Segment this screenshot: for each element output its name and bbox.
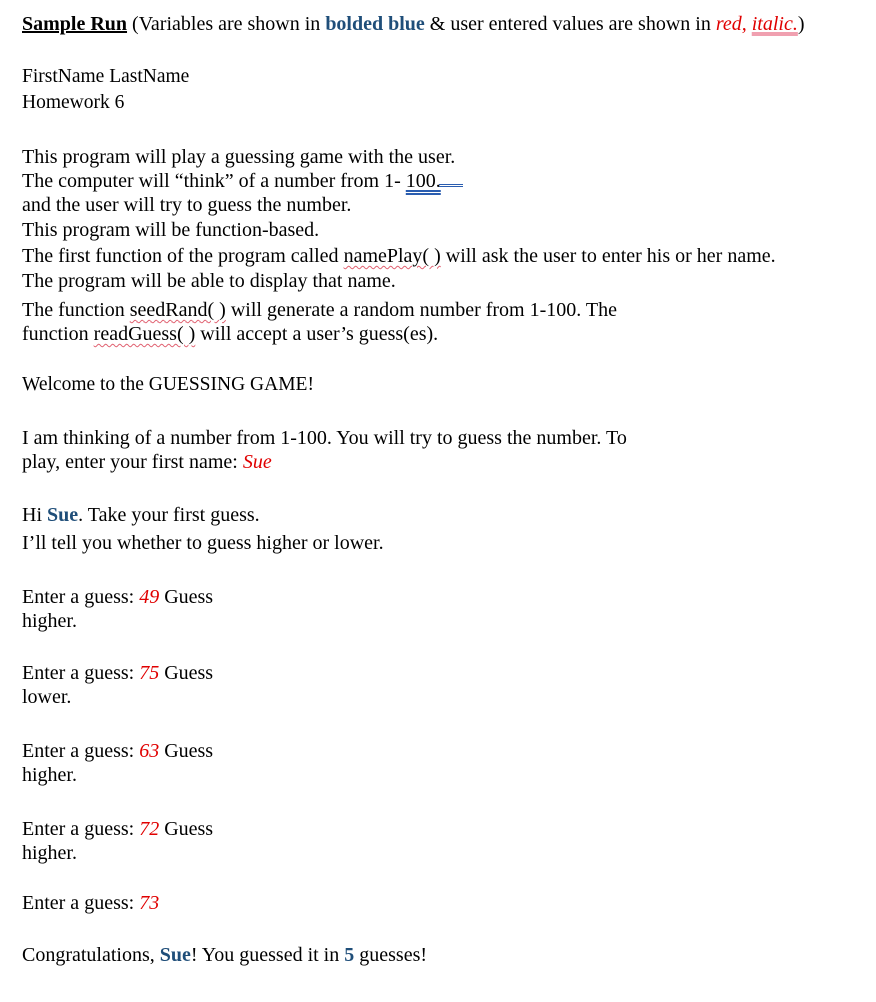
guess-4-hint: Guess: [159, 818, 214, 840]
desc-line-3: and the user will try to guess the number.: [22, 194, 352, 216]
desc-line-4: This program will be function-based.: [22, 219, 320, 241]
author-name: FirstName LastName: [22, 66, 190, 87]
desc-line-5-a: The first function of the program called: [22, 245, 344, 267]
desc-line-7-c: will generate a random number from 1-100. The: [225, 299, 617, 321]
greeting-line-1: [22, 503, 260, 527]
result-b: ! You guessed it in: [190, 944, 345, 966]
desc-line-1: This program will play a guessing game with the user.: [22, 146, 456, 168]
guess-3-line-2: higher.: [22, 764, 77, 786]
result-c: guesses!: [354, 944, 428, 966]
guess-3-value: 63: [139, 740, 160, 762]
welcome-message: Welcome to the GUESSING GAME!: [22, 374, 314, 395]
guess-4-line-1: [22, 817, 213, 841]
guess-2-value: 75: [139, 662, 160, 684]
function-name-seedrand: seedRand( ): [129, 299, 226, 321]
header-open: (Variables are shown in: [127, 13, 326, 35]
header-title: Sample Run: [22, 13, 128, 35]
name-input-value: Sue: [242, 451, 272, 473]
result-name: Sue: [159, 944, 191, 966]
header-mid: & user entered values are shown in: [424, 13, 716, 35]
header-close: ): [797, 13, 805, 35]
result-line: [22, 943, 427, 967]
guess-3-hint: Guess: [159, 740, 214, 762]
guess-1-hint: Guess: [159, 586, 214, 608]
guess-1-line-2: higher.: [22, 610, 77, 632]
final-guess-line: [22, 891, 159, 915]
guess-2-line-2: lower.: [22, 686, 72, 708]
guess-4-value: 72: [139, 818, 160, 840]
intro-line-1: I am thinking of a number from 1-100. You will try to guess the number. To: [22, 427, 627, 449]
final-guess-value: 73: [139, 892, 160, 914]
function-name-readguess: readGuess( ): [93, 323, 196, 345]
desc-line-2-text: The computer will “think” of a number from 1-: [22, 170, 406, 192]
final-guess-prompt: Enter a guess:: [22, 892, 140, 914]
guess-3-prompt: Enter a guess:: [22, 740, 140, 762]
double-underline-mark: [439, 183, 463, 187]
desc-line-2-number: 100.: [405, 170, 441, 192]
header-blue-note: bolded blue: [325, 13, 425, 35]
desc-line-5: [22, 244, 776, 268]
guess-1-value: 49: [139, 586, 160, 608]
guess-4-line-2: higher.: [22, 842, 77, 864]
assignment-label: Homework 6: [22, 92, 125, 113]
desc-line-7-a: The function: [22, 299, 130, 321]
result-count: 5: [344, 944, 355, 966]
desc-line-8-c: will accept a user’s guess(es).: [195, 323, 439, 345]
desc-line-7: [22, 298, 617, 322]
desc-line-2: [22, 169, 463, 193]
greeting-rest: . Take your first guess.: [78, 504, 260, 526]
header-line: [22, 12, 805, 36]
header-red-note: red,: [715, 13, 747, 35]
guess-3-line-1: [22, 739, 213, 763]
header-italic-note: italic.: [751, 13, 798, 35]
guess-1-line-1: [22, 585, 213, 609]
guess-1-prompt: Enter a guess:: [22, 586, 140, 608]
function-name-nameplay: namePlay( ): [343, 245, 441, 267]
desc-line-6: The program will be able to display that name.: [22, 270, 396, 292]
greeting-name: Sue: [47, 504, 79, 526]
desc-line-8-a: function: [22, 323, 94, 345]
guess-2-hint: Guess: [159, 662, 214, 684]
guess-4-prompt: Enter a guess:: [22, 818, 140, 840]
guess-2-line-1: [22, 661, 213, 685]
greeting-line-2: I’ll tell you whether to guess higher or lower.: [22, 532, 384, 554]
result-a: Congratulations,: [22, 944, 160, 966]
intro-line-2: [22, 450, 272, 474]
greeting-hi: Hi: [22, 504, 47, 526]
intro-prompt: play, enter your first name:: [22, 451, 243, 473]
guess-2-prompt: Enter a guess:: [22, 662, 140, 684]
desc-line-8: [22, 322, 438, 346]
desc-line-5-c: will ask the user to enter his or her name.: [440, 245, 776, 267]
